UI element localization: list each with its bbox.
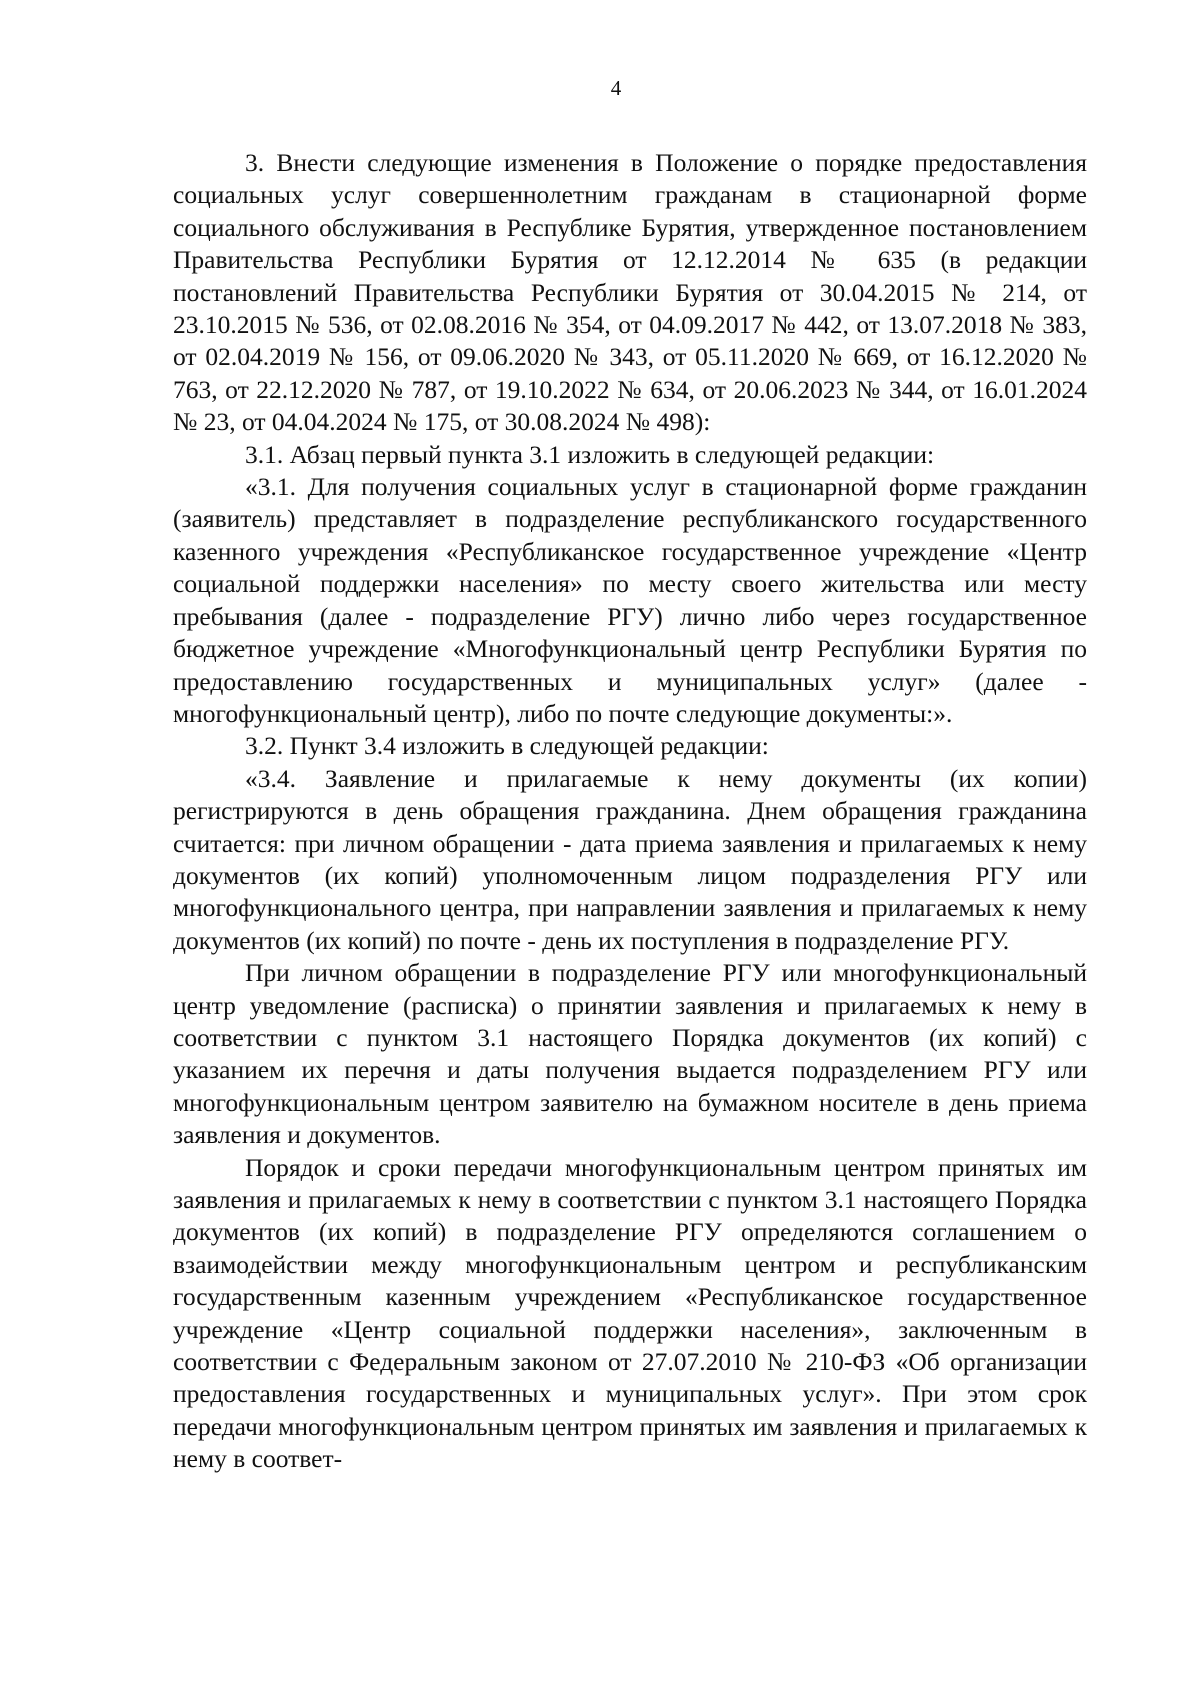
paragraph-item-3-2-heading: 3.2. Пункт 3.4 изложить в следующей редакции: <box>245 731 769 761</box>
paragraph-item-3-1-heading: 3.1. Абзац первый пункта 3.1 изложить в следующей редакции: <box>245 439 935 469</box>
paragraph-item-3-1-text: «3.1. Для получения социальных услуг в стационарной форме гражданин (заявитель) представляет в подразделение республиканского государственного казенного учреждения «Республиканское государственное учреждение «Центр социальной поддержки населения» по месту своего жительства или месту пребывания (далее - подразделение РГУ) лично либо через государственное бюджетное учреждение «Многофункциональный центр Республики Бурятия по предоставлению государственных и муниципальных услуг» (далее - многофункциональный центр), либо по почте следующие документы:». <box>173 472 1087 728</box>
page-number: 4 <box>610 76 622 100</box>
paragraph-amendment-intro: 3. Внести следующие изменения в Положение о порядке предоставления социальных услуг совершеннолетним гражданам в стационарной форме социального обслуживания в Республике Бурятия, утвержденное постановлением Правительства Республики Бурятия от 12.12.2014 № 635 (в редакции постановлений Правительства Республики Бурятия от 30.04.2015 № 214, от 23.10.2015 № 536, от 02.08.2016 № 354, от 04.09.2017 № 442, от 13.07.2018 № 383, от 02.04.2019 № 156, от 09.06.2020 № 343, от 05.11.2020 № 669, от 16.12.2020 № 763, от 22.12.2020 № 787, от 19.10.2022 № 634, от 20.06.2023 № 344, от 16.01.2024 № 23, от 04.04.2024 № 175, от 30.08.2024 № 498): <box>173 148 1087 437</box>
paragraph-personal-application: При личном обращении в подразделение РГУ или многофункциональный центр уведомление (расписка) о принятии заявления и прилагаемых к нему в соответствии с пунктом 3.1 настоящего Порядка документов (их копий) с указанием их перечня и даты получения выдается подразделением РГУ или многофункциональным центром заявителю на бумажном носителе в день приема заявления и документов. <box>173 958 1087 1150</box>
document-body <box>173 147 1087 1476</box>
paragraph-transfer-procedure: Порядок и сроки передачи многофункциональным центром принятых им заявления и прилагаемых к нему в соответствии с пунктом 3.1 настоящего Порядка документов (их копий) в подразделение РГУ определяются соглашением о взаимодействии между многофункциональным центром и республиканским государственным казенным учреждением «Республиканское государственное учреждение «Центр социальной поддержки населения», заключенным в соответствии с Федеральным законом от 27.07.2010 № 210-ФЗ «Об организации предоставления государственных и муниципальных услуг». При этом срок передачи многофункциональным центром принятых им заявления и прилагаемых к нему в соответ- <box>173 1152 1087 1474</box>
paragraph-item-3-4-text: «3.4. Заявление и прилагаемые к нему документы (их копии) регистрируются в день обращения гражданина. Днем обращения гражданина считается: при личном обращении - дата приема заявления и прилагаемых к нему документов (их копий) уполномоченным лицом подразделения РГУ или многофункционального центра, при направлении заявления и прилагаемых к нему документов (их копий) по почте - день их поступления в подразделение РГУ. <box>173 763 1087 955</box>
